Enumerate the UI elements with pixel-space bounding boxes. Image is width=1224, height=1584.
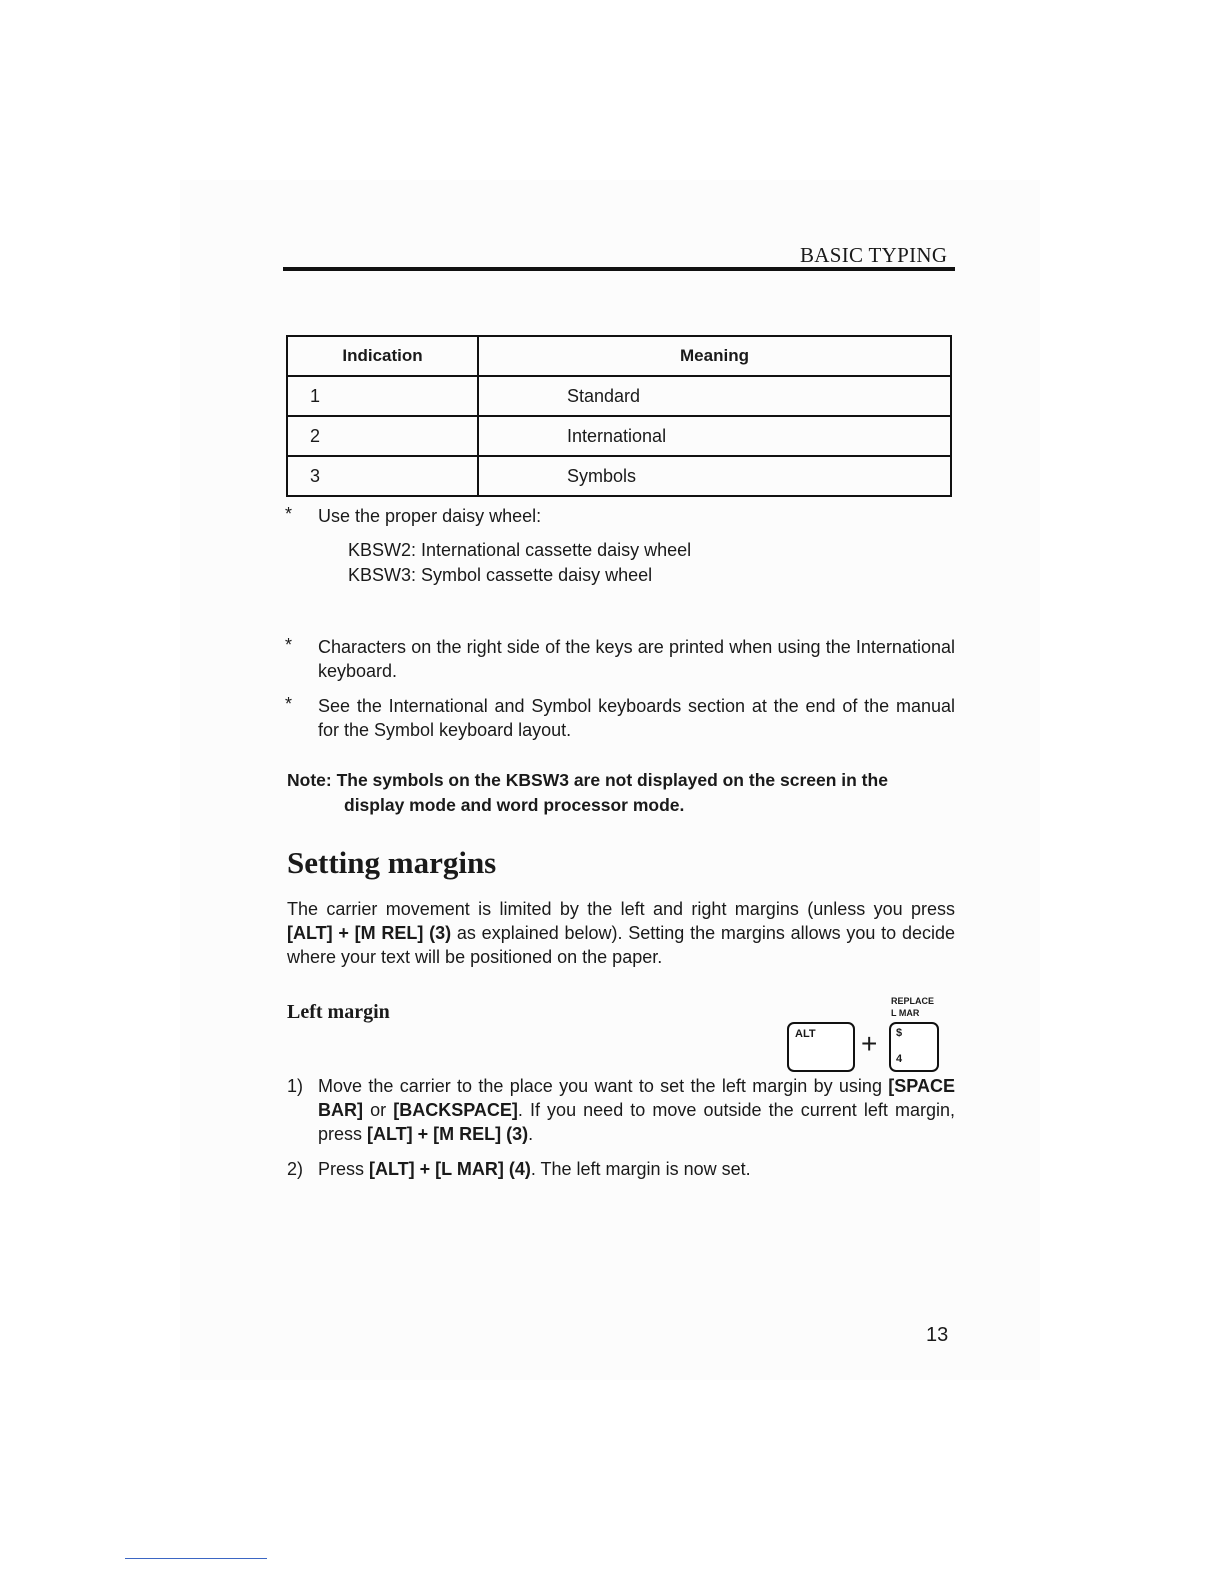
table-header-indication: Indication (287, 336, 478, 376)
section-header: BASIC TYPING (800, 243, 948, 267)
alt-key-icon (787, 1022, 855, 1072)
daisy-wheel-kbsw2: KBSW2: International cassette daisy wheel (348, 540, 692, 560)
left-margin-title: Left margin (287, 1001, 390, 1023)
bullet-daisy-wheel: Use the proper daisy wheel: (318, 506, 542, 526)
intro-text-b: as explained below). Setting the margins allows you to decide where your text will be positioned on the paper. (287, 923, 955, 967)
dollar-key-label: $ (896, 1027, 903, 1039)
space-bar-key: [SPACE BAR] (318, 1076, 955, 1120)
backspace-key: [BACKSPACE] (393, 1100, 518, 1120)
table-header-row (287, 336, 951, 376)
lmar-label: L MAR (891, 1008, 920, 1018)
header-rule (283, 267, 955, 271)
step-1-part-d: . (528, 1124, 534, 1144)
step-1-part-c: . If you need to move outside the current left margin, press (318, 1100, 955, 1144)
intro-key-combo: [ALT] + [M REL] (3) (287, 923, 452, 943)
table-cell-indication: 1 (287, 376, 478, 416)
bullet-marker: * (285, 504, 293, 524)
step-number: 1) (287, 1076, 304, 1096)
section-title: Setting margins (287, 845, 497, 880)
footer-link-underline (125, 1558, 267, 1559)
note-line-1: Note: The symbols on the KBSW3 are not displayed on the screen in the (287, 770, 888, 790)
table-header-meaning: Meaning (478, 336, 951, 376)
table-cell-indication: 3 (287, 456, 478, 496)
bullet-marker: * (285, 694, 293, 714)
step-number: 2) (287, 1159, 304, 1179)
note-line-2: display mode and word processor mode. (344, 795, 685, 815)
step-2-text (318, 1157, 751, 1181)
table-row (287, 376, 951, 416)
table-cell-meaning: Symbols (478, 456, 951, 496)
bullet-international-keyboard: Characters on the right side of the keys are printed when using the International keyboard. (318, 637, 955, 681)
table-cell-meaning: International (478, 416, 951, 456)
table-cell-meaning: Standard (478, 376, 951, 416)
alt-key-label: ALT (795, 1028, 816, 1040)
table-cell-indication: 2 (287, 416, 478, 456)
bullet-marker: * (285, 635, 293, 655)
lmar-key-icon (889, 1022, 939, 1072)
table-row (287, 456, 951, 496)
step-1-text (318, 1074, 955, 1146)
alt-lmar-key: [ALT] + [L MAR] (4) (369, 1159, 531, 1179)
plus-sign: + (861, 1028, 878, 1059)
bullet-symbol-keyboards: See the International and Symbol keyboards section at the end of the manual for the Symbol keyboard layout. (318, 696, 955, 740)
four-key-label: 4 (896, 1053, 903, 1065)
note (287, 768, 955, 818)
page-number: 13 (926, 1324, 949, 1346)
step-1-part-a: Move the carrier to the place you want to set the left margin by using (318, 1076, 882, 1096)
intro-text-a: The carrier movement is limited by the left and right margins (unless you press (287, 899, 955, 919)
step-1-part-b: or (370, 1100, 387, 1120)
step-2-part-a: Press (318, 1159, 365, 1179)
table-row (287, 416, 951, 456)
section-intro (287, 897, 955, 969)
indication-table (286, 335, 952, 497)
daisy-wheel-kbsw3: KBSW3: Symbol cassette daisy wheel (348, 565, 653, 585)
step-2-part-b: . The left margin is now set. (530, 1159, 751, 1179)
replace-label: REPLACE (891, 996, 935, 1006)
alt-mrel-key: [ALT] + [M REL] (3) (367, 1124, 529, 1144)
